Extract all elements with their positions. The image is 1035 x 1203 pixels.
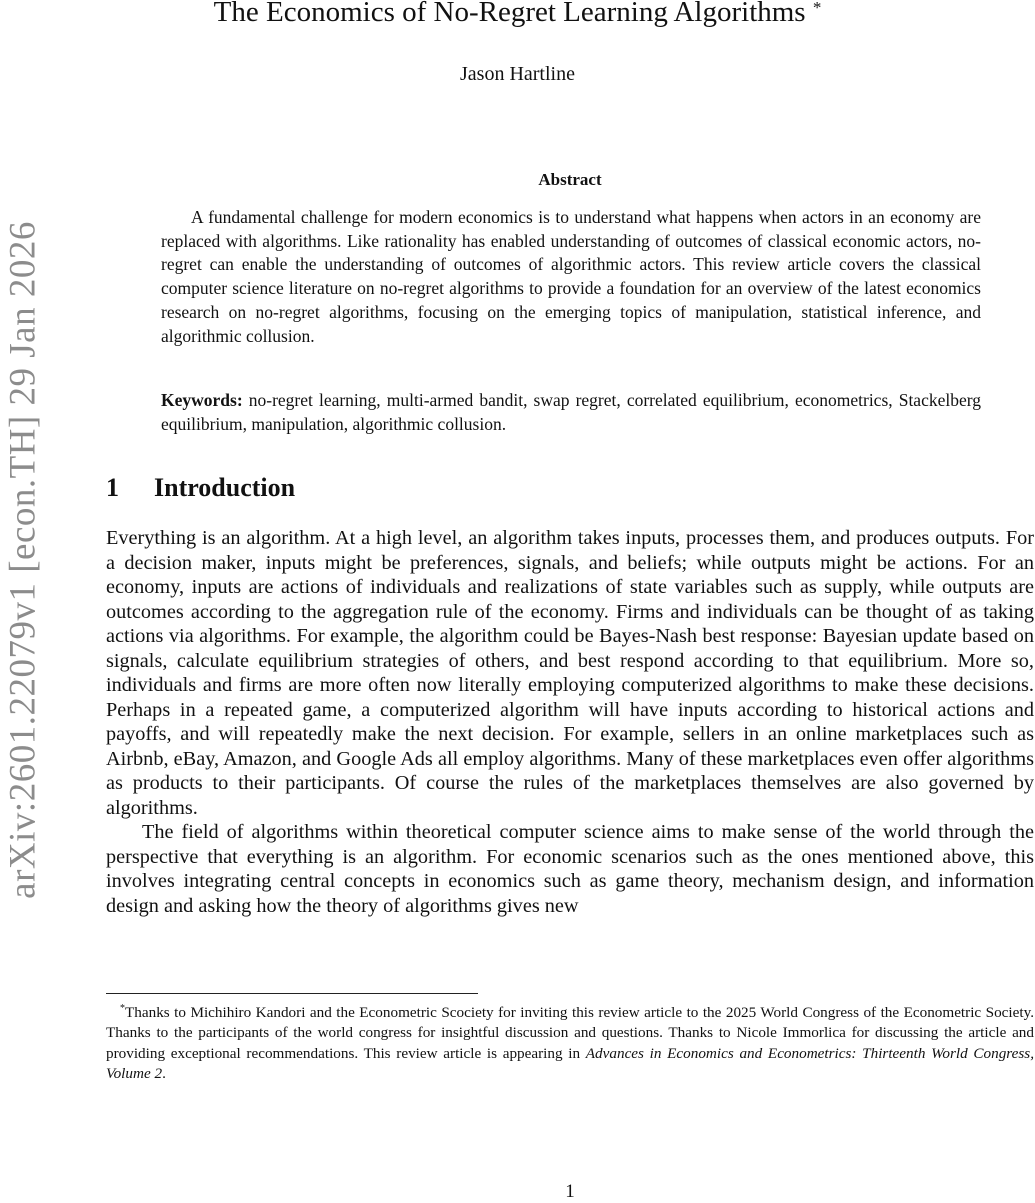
abstract-text: A fundamental challenge for modern economics is to understand what happens when actors in an economy are replaced with algorithms. Like rationality has enabled understanding of outcomes of classical economic actors, no-regret can enable the understanding of outcomes of algorithmic actors. This review article covers the classical computer science literature on no-regret algorithms to provide a foundation for an overview of the latest economics research on no-regret algorithms, focusing on the emerging topics of manipulation, statistical inference, and algorithmic collusion. [161,207,981,346]
section-number: 1 [106,473,119,502]
paper-title-text: The Economics of No-Regret Learning Algorithms [213,0,806,28]
page-number: 1 [565,1181,575,1202]
section-heading [106,473,295,503]
keywords-label: Keywords: [161,390,243,410]
footnote-text: Thanks to Michihiro Kandori and the Econometric Scociety for inviting this review article to the 2025 World Congress of the Econometric Society. Thanks to the participants of the world congress for insightful discussion and questions. Thanks to Nicole Immorlica for discussing the article and providing exceptional recommendations. This review article is appearing in [106,1004,1034,1062]
arxiv-identifier-stamp: arXiv:2601.22079v1 [econ.TH] 29 Jan 2026 [2,221,44,899]
section-title: Introduction [154,473,296,502]
body-paragraph: The field of algorithms within theoretical computer science aims to make sense of the world through the perspective that everything is an algorithm. For economic scenarios such as the ones mentioned above, this involves integrating central concepts in economics such as game theory, mechanism design, and information design and asking how the theory of algorithms gives new [106,821,1034,917]
body-paragraph: Everything is an algorithm. At a high level, an algorithm takes inputs, processes them, and produces outputs. For a decision maker, inputs might be preferences, signals, and beliefs; while outputs might be actions. For an economy, inputs are actions of individuals and realizations of state variables such as supply, while outputs are outcomes according to the aggregation rule of the economy. Firms and individuals can be thought of as taking actions via algorithms. For example, the algorithm could be Bayes-Nash best response: Bayesian update based on signals, calculate equilibrium strategies of others, and best respond according to that equilibrium. More so, individuals and firms are more often now literally employing computerized algorithms to make these decisions. Perhaps in a repeated game, a computerized algorithm will have inputs according to historical actions and payoffs, and will repeatedly make the next decision. For example, sellers in an online marketplaces such as Airbnb, eBay, Amazon, and Google Ads all employ algorithms. Many of these marketplaces even offer algorithms as products to their participants. Of course the rules of the marketplaces themselves are also governed by algorithms. [106,527,1034,819]
footnote [106,999,1034,1084]
footnote-mark: * [120,1003,125,1014]
section-body [106,526,1034,918]
footnote-rule [106,993,478,994]
footnote-venue: Advances in Economics and Econometrics: Thirteenth World Congress, Volume 2 [106,1044,1034,1082]
abstract-heading: Abstract [538,170,602,189]
keywords-list: no-regret learning, multi-armed bandit, swap regret, correlated equilibrium, econometrics, Stackelberg equilibrium, manipulation, algorithmic collusion. [161,390,982,434]
keywords-line [161,389,981,436]
title-footnote-mark: * [812,0,822,17]
paper-title [0,0,1035,29]
author-name: Jason Hartline [460,63,575,85]
footnote-end: . [162,1064,166,1082]
